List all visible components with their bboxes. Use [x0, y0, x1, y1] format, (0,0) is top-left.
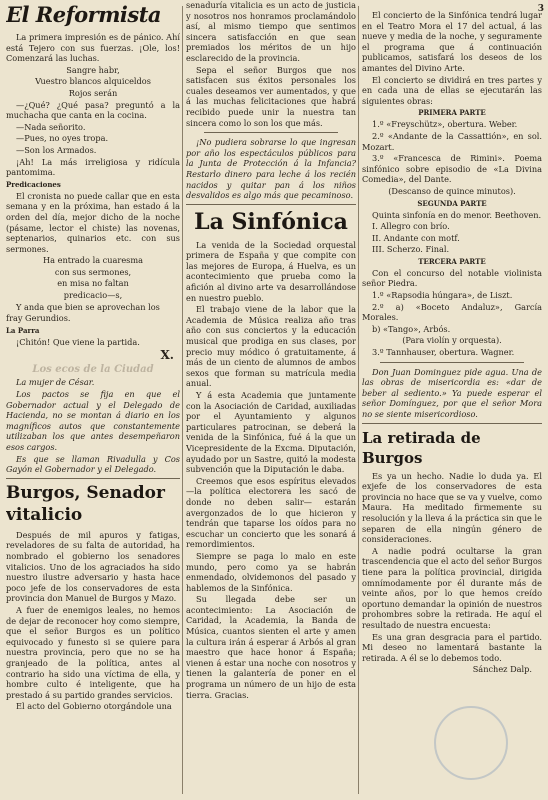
program-item: II. Andante con motf. [372, 232, 460, 243]
play-line: —¿Qué? ¿Qué pasa? preguntó a la muchacha que canta en la cocina. [6, 99, 180, 121]
program-item: 1.º «Rapsodia húngara», de Liszt. [372, 290, 513, 301]
program-item: 3.º Tannhauser, obertura. Wagner. [372, 347, 515, 358]
play-line: —Nada señorito. [16, 121, 86, 132]
play-line: —Pues, no oyes tropa. [16, 133, 109, 144]
section-heading: TERCERA PARTE [418, 256, 486, 266]
program-item: 2.º a) «Boceto Andaluz», García Morales. [362, 301, 542, 323]
play-line: ¡Ah! La más irreligiosa y ridícula pantomima. [6, 156, 180, 178]
article-title: La retirada de Burgos [362, 428, 481, 467]
divider [186, 204, 356, 205]
paragraph: Después de mil apuros y fatigas, reveladores de su falta de autoridad, ha nombrado el gobierno los senadores vitalicios. Uno de los agraciados ha sido nuestro ilustre adversario y hasta hace poco jefe de los conservadores de esta provincia don Manuel de Burgos y Mazo. [6, 529, 180, 604]
program-item: 3.º «Francesca de Rimini». Poema sinfónico sobre episodio de «La Divina Comedia», del Dante. [362, 153, 542, 185]
program-item: I. Allegro con brío. [372, 221, 450, 232]
paragraph: A fuer de enemigos leales, no hemos de dejar de reconocer hoy como siempre, que el señor Burgos es un político equivocado y funesto si se quiere para nuestra provincia, pero que no se ha granjeado de la política, antes al contrario ha sido una víctima de ella, y hombre culto é inteligente, que ha prestado á su partido grandes servicios. [6, 604, 180, 700]
signature-mark: X. [160, 348, 174, 363]
section-heading: Predicaciones [6, 179, 61, 189]
divider [6, 478, 180, 479]
paragraph: El acto del Gobierno otorgándole una [16, 701, 172, 712]
program-item: (Para violín y orquesta). [402, 335, 502, 346]
paragraph: ¡Chitón! Que viene la partida. [16, 336, 140, 347]
column-rule [358, 6, 359, 794]
signature: Sánchez Dalp. [472, 664, 532, 675]
program-item: (Descanso de quince minutos). [388, 185, 516, 196]
section-heading: La Parra [6, 325, 40, 335]
italic-paragraph: Es que se llaman Rivadulla y Cos Gayón el Gobernador y el Delegado. [6, 453, 180, 475]
paragraph: La venida de la Sociedad orquestal primera de España y que compite con las mejores de Europa, á Huelva, es un acontecimiento que prueba como la afición al divino arte va desarrollándose en nuestro pueblo. [186, 239, 356, 303]
poem-line: Ha entrado la cuaresma [42, 255, 144, 266]
column-3 [362, 0, 542, 800]
column-2 [186, 0, 356, 800]
italic-heading: La mujer de César. [16, 377, 95, 388]
program-item: 2.º «Andante de la Cassattión», en sol. Mozart. [362, 130, 542, 152]
italic-paragraph: ¡No pudiera sobrarse lo que ingresan por año los espectáculos públicos para la Junta de Protección á la Infancia? Restarlo dinero para leche á los recién nacidos y quitar pan á los niños desvalidos es algo más que pecaminoso. [186, 137, 356, 201]
play-line: Sangre habr, [66, 64, 120, 75]
poem-line: fray Gerundios. [6, 313, 71, 324]
poem-line: Y anda que bien se aprovechan los [16, 301, 160, 312]
article-title: La Sinfónica [194, 208, 348, 235]
paragraph: Creemos que esos espíritus elevados —la política electorera les sacó de donde no deben salir— estarán avergonzados de lo que hicieron y tendrán que taparse los oídos para no escuchar un concierto que les sonará á remordimientos. [186, 475, 356, 550]
paragraph: Quinta sinfonía en do menor. Beethoven. [372, 209, 542, 220]
italic-paragraph: Los pactos se fija en que el Gobernador actual y el Delegado de Hacienda, no se montan á diario en los magníficos autos que constantemente utilizaban los que antes desempeñaron esos cargos. [6, 389, 180, 452]
play-line: Rojos serán [68, 87, 118, 98]
page-number: 3 [537, 4, 544, 14]
divider [204, 132, 338, 133]
paragraph: Sepa el señor Burgos que nos satisfacen sus éxitos personales los cuales deseamos ver aumentados, y que á las muchas felicitaciones que habrá recibido puede unir la nuestra tan sincera como lo son los que más. [186, 64, 356, 128]
paragraph: Es una gran desgracia para el partido. Mi deseo no lamentará bastante la retirada. A él se lo debemos todo. [362, 631, 542, 663]
program-item: b) «Tango», Arbós. [372, 323, 451, 334]
paragraph: El cronista no puede callar que en esta semana y en la próxima, han estado á la orden del día, mejor dicho de la noche (pásame, lector el chiste) las novenas, septenarios, quinarios etc. con sus sermones. [6, 190, 180, 254]
paragraph: Siempre se paga lo malo en este mundo, pero como ya se habrán enmendado, olvidemonos del pasado y hablemos de la Sinfónica. [186, 550, 356, 593]
column-1 [6, 0, 180, 800]
paragraph: A nadie podrá ocultarse la gran trascendencia que el acto del señor Burgos tiene para la política provincial, dirigida omnímodamente por él durante más de veinte años, por lo que hemos creído oportuno demandar la opinión de nuestros prohombres sobre la retirada. He aquí el resultado de nuestra encuesta: [362, 545, 542, 630]
poem-line: con sus sermones, [54, 266, 132, 277]
divider [380, 362, 524, 363]
paragraph: Y á esta Academia que juntamente con la Asociación de Caridad, auxiliadas por el Ayuntamiento y algunos particulares patrocinan, se deberá la venida de la Sinfónica, fué á la que un Vicepresidente de la Excma. Diputación, ayudado por un Sastre, quitó la modesta subvención que la Diputación le daba. [186, 390, 356, 475]
paragraph: El concierto de la Sinfónica tendrá lugar en el Teatro Mora el 17 del actual, á las nueve y media de la noche, y seguramente el programa que á continuación publicamos, satisfará los deseos de los amantes del Divino Arte. [362, 10, 542, 73]
paragraph: Con el concurso del notable violinista señor Piedra. [362, 267, 542, 289]
italic-paragraph: Don Juan Dominguez pide agua. Una de las obras de misericordia es: «dar de beber al sediento.» Ya puede esperar el señor Domínguez, por que el señor Mora no se siente misericordioso. [362, 366, 542, 419]
program-item: 1.º «Freyschütz», obertura. Weber. [372, 119, 518, 130]
play-line: —Son los Armados. [16, 144, 97, 155]
play-line: La primera impresión es de pánico. Ahí está Tejero con sus fuerzas. ¡Ole, los! Comenzará las luchas. [6, 32, 180, 64]
paragraph: senaduría vitalicia es un acto de justicia y nosotros nos honramos proclamándolo así, al mismo tiempo que sentimos sincera satisfacción en que sean premiados los méritos de un hijo esclarecido de la provincia. [186, 0, 356, 63]
library-stamp [434, 706, 508, 780]
masthead: El Reformista [6, 2, 162, 27]
section-heading: PRIMERA PARTE [418, 108, 486, 118]
paragraph: El trabajo viene de la labor que la Academia de Música realiza año tras año con sus conciertos y la educación musical que prodiga en sus clases, por precio muy módico ó gratuitamente, á más de un ciento de alumnos de ambos sexos que forman su matrícula media anual. [186, 304, 356, 389]
play-line: Vuestro blancos alquiceldos [35, 76, 151, 87]
poem-line: predicacio—s, [63, 290, 123, 301]
article-title: Burgos, Senador vitalicio [6, 482, 165, 525]
program-item: III. Scherzo. Final. [372, 244, 450, 255]
paragraph: Su llegada debe ser un acontecimiento: La Asociación de Caridad, la Academia, la Banda de Música, cuantos sienten el arte y amen la cultura irán á esperar á Arbós al gran maestro que hace honor á España; vienen á estar una noche con nosotros y tienen la galantería de poner en el programa un número de un hijo de esta tierra. Gracias. [186, 594, 356, 700]
paragraph: El concierto se dividirá en tres partes y en cada una de ellas se ejecutarán las siguientes obras: [362, 74, 542, 106]
poem-line: en misa no faltan [57, 278, 129, 289]
divider [362, 423, 542, 424]
column-rule [182, 6, 183, 794]
bleed-through-heading: Los ecos de la Ciudad [32, 364, 154, 376]
paragraph: Es ya un hecho. Nadie lo duda ya. El exjefe de los conservadores de esta provincia no hace que se va y vuelve, como Maura. Ha meditado firmemente su resolución y la lleva á la práctica sin que le separen de ella ningún género de consideraciones. [362, 470, 542, 545]
section-heading: SEGUNDA PARTE [417, 198, 487, 208]
